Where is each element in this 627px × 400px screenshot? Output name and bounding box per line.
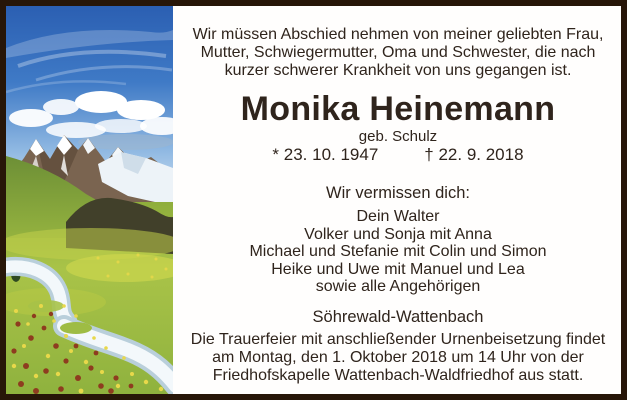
birth-date: * 23. 10. 1947 [272, 145, 379, 164]
mourners-list [179, 208, 617, 296]
missing-heading: Wir vermissen dich: [326, 184, 470, 202]
mourner-line: Dein Walter [356, 208, 440, 225]
funeral-info: Die Trauerfeier mit anschließender Urnenbeisetzung findet am Montag, den 1. Oktober 2018 um 14 Uhr von der Friedhofskapelle Wattenbach-Waldfriedhof aus statt. [190, 330, 606, 384]
mourner-line: Heike und Uwe mit Manuel und Lea [271, 260, 525, 278]
mourner-line: Michael und Stefanie mit Colin und Simon [249, 243, 547, 260]
mourner-line: sowie alle Angehörigen [315, 278, 481, 295]
obituary-text-panel [173, 6, 621, 394]
maiden-name: geb. Schulz [358, 128, 438, 145]
death-date: † 22. 9. 2018 [424, 145, 524, 164]
place-name: Söhrewald-Wattenbach [312, 307, 484, 326]
intro-text: Wir müssen Abschied nehmen von meiner geliebten Frau, Mutter, Schwiegermutter, Oma und Schwester, die nach kurzer schwerer Krankheit von uns gegangen ist. [192, 26, 604, 79]
mourner-line: Volker und Sonja mit Anna [304, 225, 492, 243]
deceased-name: Monika Heinemann [240, 90, 556, 128]
memorial-landscape-photo [6, 6, 173, 394]
life-dates [179, 146, 617, 164]
